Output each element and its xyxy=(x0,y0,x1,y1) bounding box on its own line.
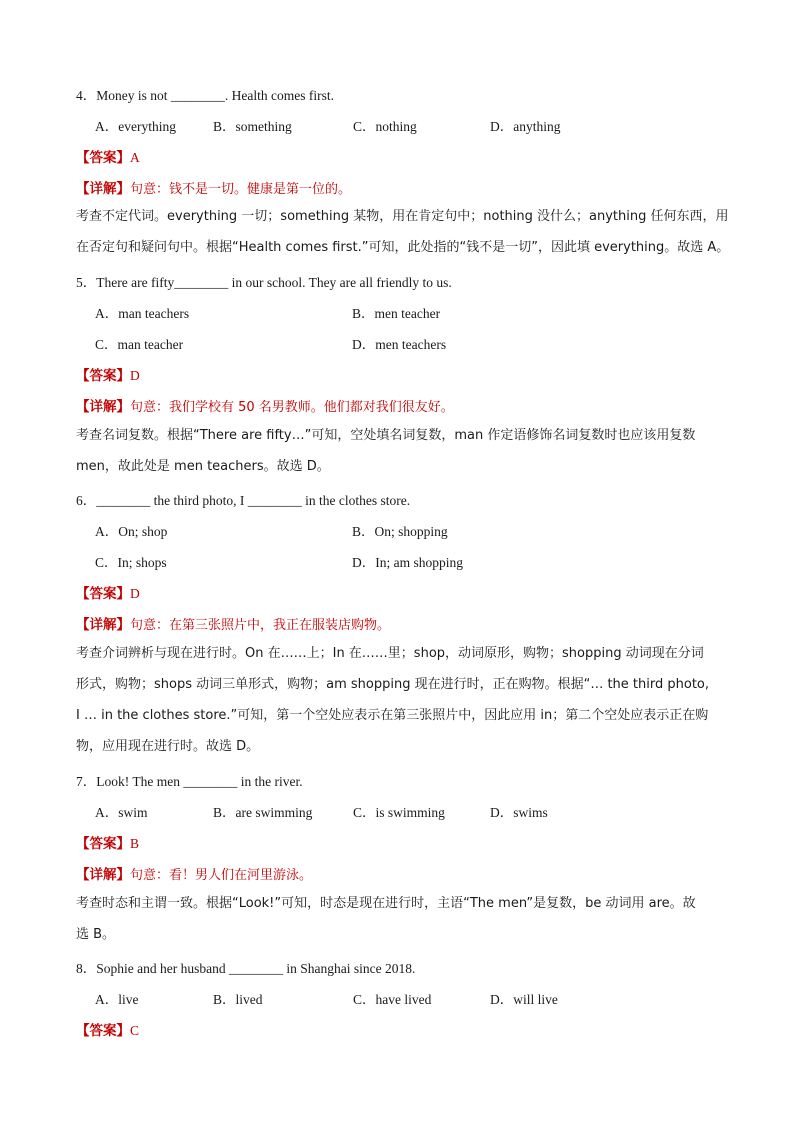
explanation-line: 考查介词辨析与现在进行时。On 在……上；In 在……里；shop，动词原形，购物；shopping 动词现在分词 xyxy=(76,646,704,661)
answer-value: A xyxy=(130,150,140,165)
answer-value: B xyxy=(130,836,140,851)
option-d: D．men teachers xyxy=(352,337,447,352)
question-6-stem: 6．________ the third photo, I ________ in the clothes store. xyxy=(76,493,411,508)
option-a: A．live xyxy=(95,992,139,1007)
question-8-answer xyxy=(76,1019,139,1039)
question-5-stem: 5．There are fifty________ in our school. They are all friendly to us. xyxy=(76,275,452,290)
question-5-detail xyxy=(76,395,454,415)
question-7-stem: 7．Look! The men ________ in the river. xyxy=(76,774,303,789)
option-b: B．men teacher xyxy=(352,306,441,321)
explanation-line: 在否定句和疑问句中。根据“Health comes first.”可知，此处指的“钱不是一切”，因此填 everything。故选 A。 xyxy=(76,240,730,255)
question-4-answer xyxy=(76,146,140,166)
option-d: D．swims xyxy=(490,805,548,820)
explanation-line: 物，应用现在进行时。故选 D。 xyxy=(76,739,260,754)
question-6-answer xyxy=(76,582,140,602)
answer-tag: 【答案】 xyxy=(76,368,130,384)
answer-value: D xyxy=(130,368,140,383)
option-c: C．nothing xyxy=(353,119,417,134)
option-a: A．swim xyxy=(95,805,148,820)
detail-tag: 【详解】 xyxy=(76,617,130,633)
option-b: B．something xyxy=(213,119,292,134)
answer-tag: 【答案】 xyxy=(76,150,130,166)
question-8-stem: 8．Sophie and her husband ________ in Shanghai since 2018. xyxy=(76,961,416,976)
option-d: D．In; am shopping xyxy=(352,555,463,570)
question-7-answer xyxy=(76,832,139,852)
explanation-line: 考查名词复数。根据“There are fifty…”可知，空处填名词复数，man 作定语修饰名词复数时也应该用复数 xyxy=(76,428,696,443)
option-d: D．anything xyxy=(490,119,561,134)
detail-text: 句意：钱不是一切。健康是第一位的。 xyxy=(130,182,352,197)
question-7-detail xyxy=(76,863,312,883)
detail-tag: 【详解】 xyxy=(76,867,130,883)
answer-value: D xyxy=(130,586,140,601)
answer-tag: 【答案】 xyxy=(76,586,130,602)
question-6-detail xyxy=(76,613,390,633)
option-b: B．lived xyxy=(213,992,263,1007)
answer-value: C xyxy=(130,1023,140,1038)
explanation-line: men，故此处是 men teachers。故选 D。 xyxy=(76,459,330,474)
option-b: B．On; shopping xyxy=(352,524,448,539)
explanation-line: 形式，购物；shops 动词三单形式，购物；am shopping 现在进行时，正在购物。根据“… the third photo, xyxy=(76,677,710,692)
question-5-answer xyxy=(76,364,140,384)
option-a: A．On; shop xyxy=(95,524,168,539)
option-c: C．man teacher xyxy=(95,337,184,352)
question-4-stem: 4．Money is not ________. Health comes first. xyxy=(76,88,334,103)
detail-tag: 【详解】 xyxy=(76,399,130,415)
answer-tag: 【答案】 xyxy=(76,1023,130,1039)
detail-text: 句意：看！男人们在河里游泳。 xyxy=(130,868,313,883)
question-5-explanation xyxy=(76,420,726,482)
question-4-detail xyxy=(76,177,351,197)
option-b: B．are swimming xyxy=(213,805,313,820)
question-7-explanation xyxy=(76,888,726,950)
detail-tag: 【详解】 xyxy=(76,181,130,197)
explanation-line: 选 B。 xyxy=(76,927,116,942)
question-6-explanation xyxy=(76,638,726,762)
explanation-line: 考查不定代词。everything 一切；something 某物，用在肯定句中；nothing 没什么；anything 任何东西，用 xyxy=(76,209,729,224)
option-d: D．will live xyxy=(490,992,558,1007)
option-c: C．is swimming xyxy=(353,805,445,820)
explanation-line: I … in the clothes store.”可知，第一个空处应表示在第三张照片中，因此应用 in；第二个空处应表示正在购 xyxy=(76,708,709,723)
option-a: A．everything xyxy=(95,119,176,134)
explanation-line: 考查时态和主谓一致。根据“Look!”可知，时态是现在进行时，主语“The men”是复数，be 动词用 are。故 xyxy=(76,896,696,911)
question-4-explanation xyxy=(76,201,730,263)
answer-tag: 【答案】 xyxy=(76,836,130,852)
option-c: C．have lived xyxy=(353,992,432,1007)
option-c: C．In; shops xyxy=(95,555,167,570)
detail-text: 句意：在第三张照片中，我正在服装店购物。 xyxy=(130,618,391,633)
detail-text: 句意：我们学校有 50 名男教师。他们都对我们很友好。 xyxy=(130,400,454,415)
option-a: A．man teachers xyxy=(95,306,190,321)
